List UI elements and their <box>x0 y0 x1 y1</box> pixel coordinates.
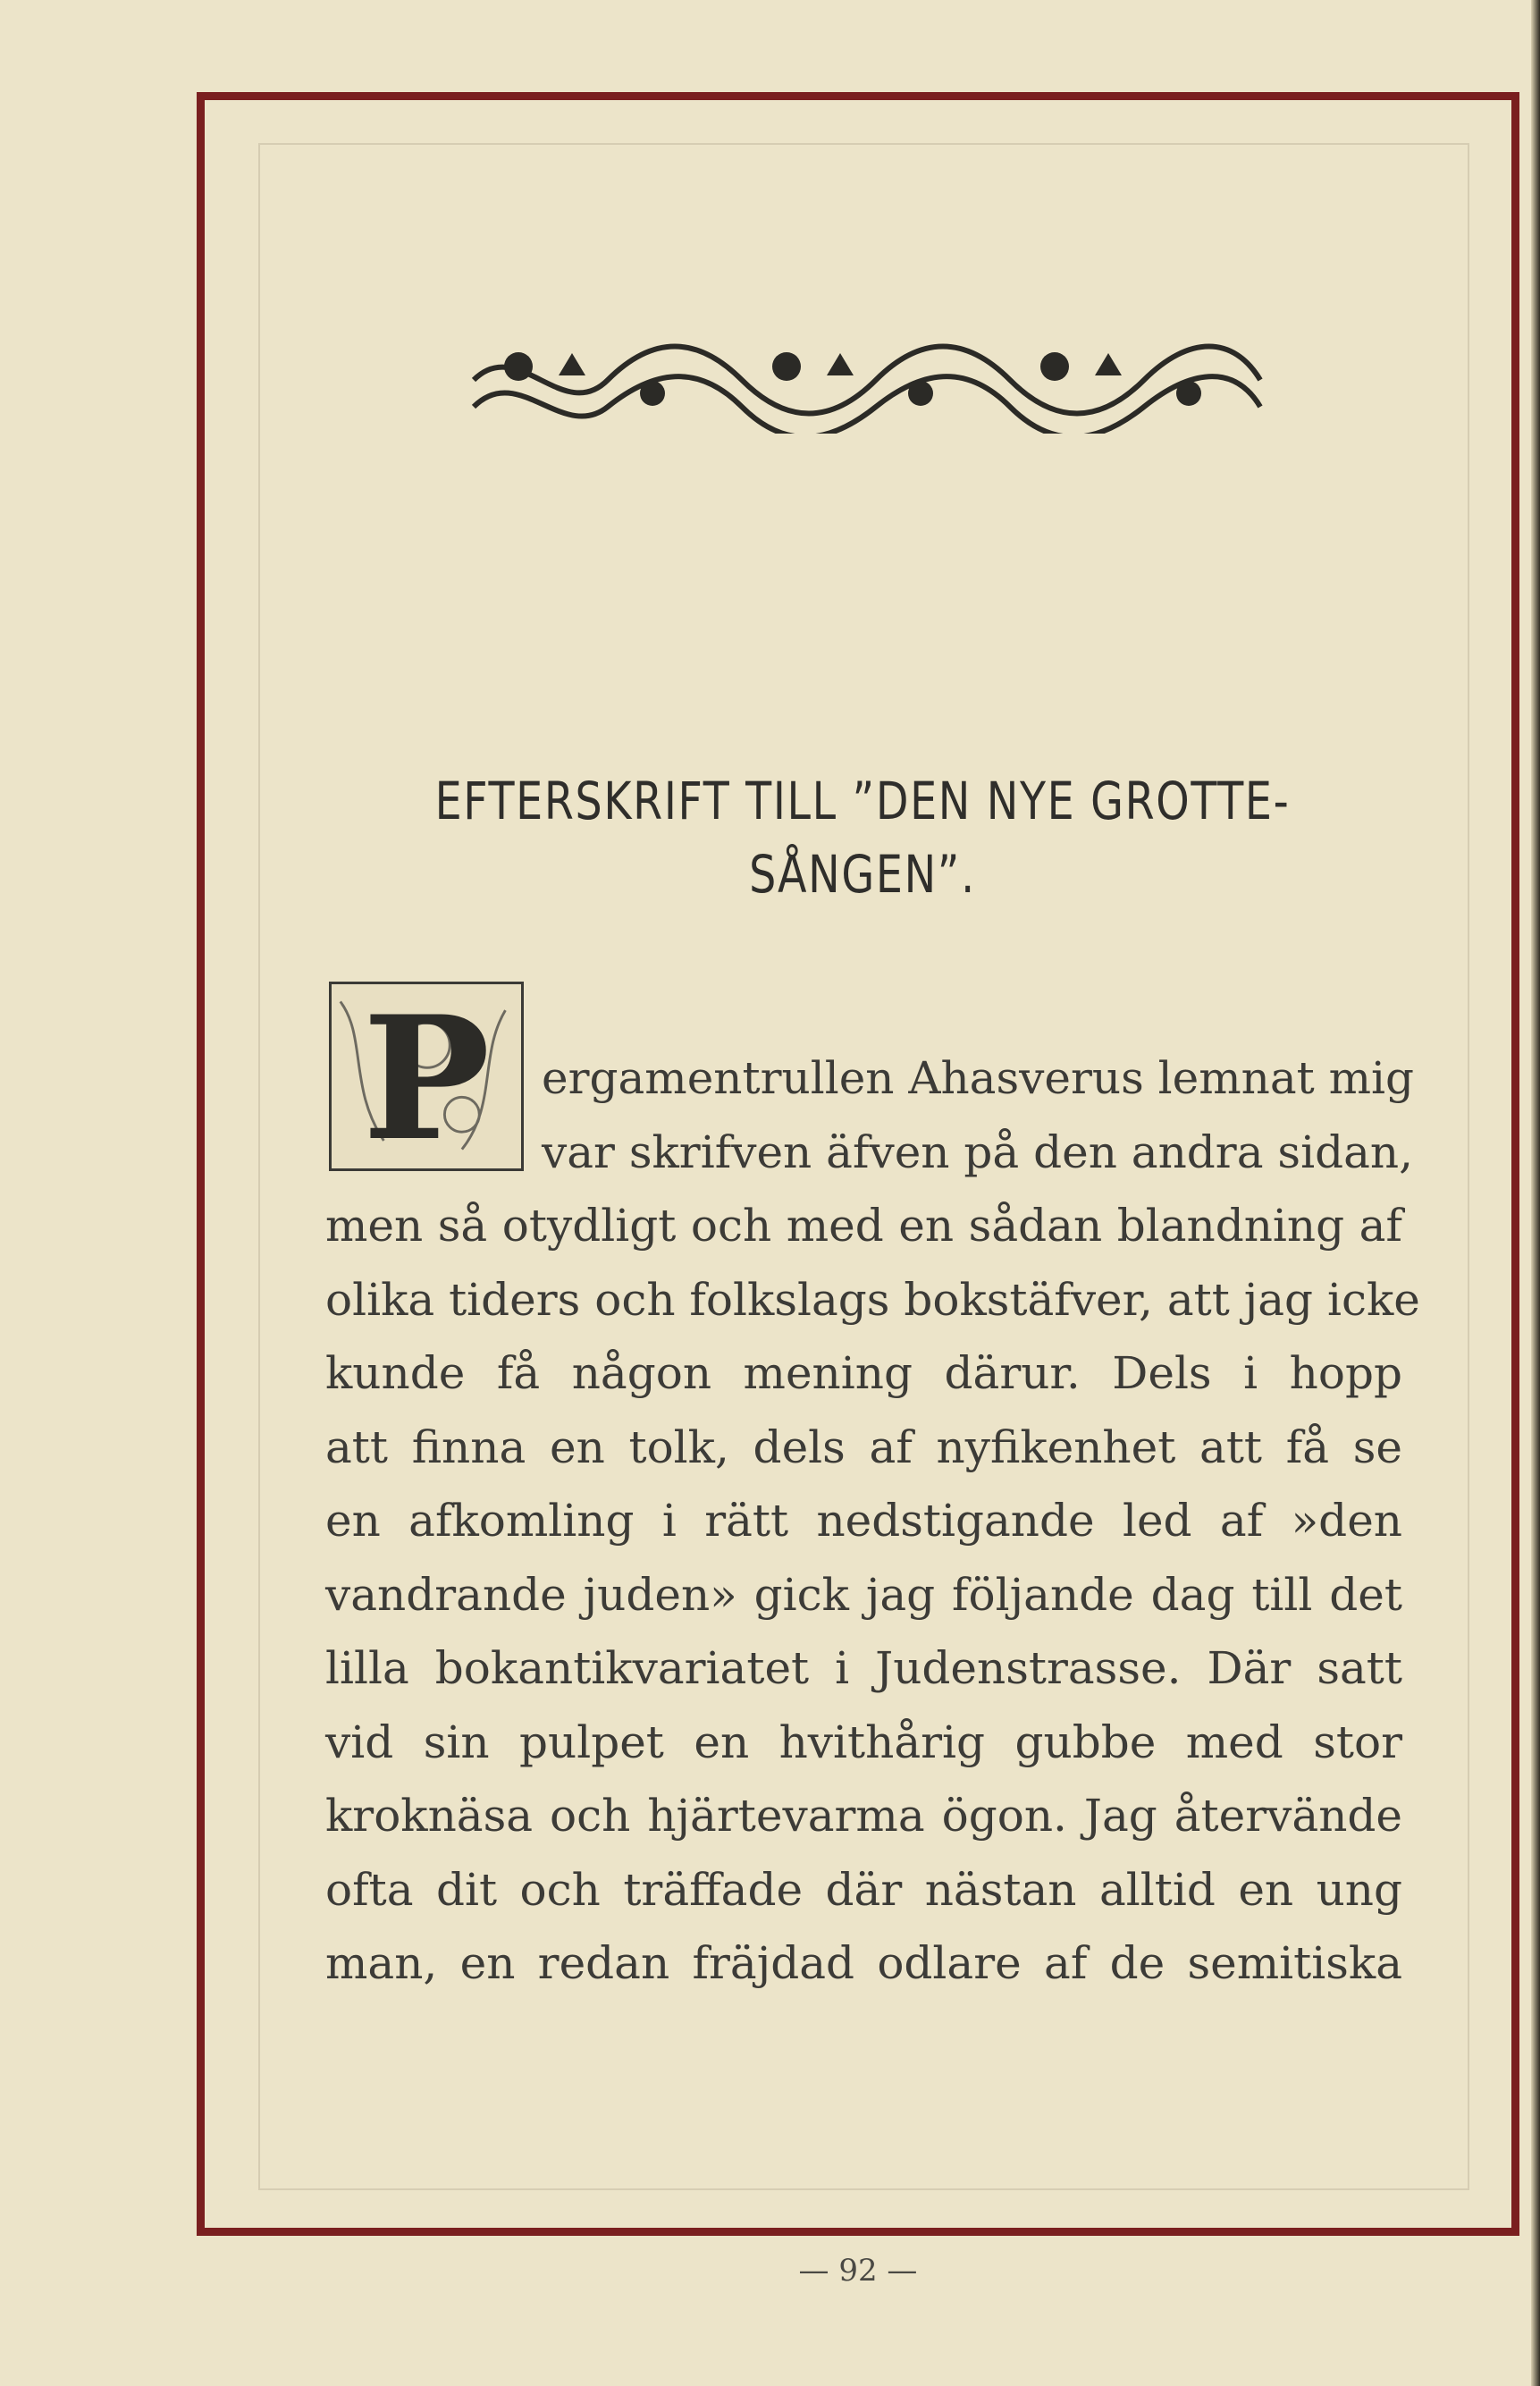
dropcap-letter: P <box>362 979 491 1178</box>
body-line: lilla bokantikvariatet i Judenstrasse. Där satt <box>325 1642 1402 1694</box>
body-line: olika tiders och folkslags bokstäfver, att jag icke <box>325 1273 1420 1326</box>
body-line: att finna en tolk, dels af nyfikenhet att få se <box>325 1421 1402 1473</box>
body-line: ofta dit och träffade där nästan alltid en ung <box>325 1863 1402 1916</box>
book-gutter-shadow <box>1531 0 1540 2386</box>
body-line: en afkomling i rätt nedstigande led af »den <box>325 1495 1402 1547</box>
body-line: var skrifven äfven på den andra sidan, <box>542 1126 1413 1178</box>
floral-vine-ornament <box>465 326 1269 434</box>
body-line: man, en redan fräjdad odlare af de semitiska <box>325 1937 1402 1989</box>
page-number: — 92 — <box>798 2253 918 2289</box>
body-text <box>325 1041 1420 2001</box>
body-line: kroknäsa och hjärtevarma ögon. Jag återvände <box>325 1790 1402 1842</box>
chapter-title <box>397 764 1327 911</box>
body-line: men så otydligt och med en sådan blandning af <box>325 1200 1402 1252</box>
body-line: vid sin pulpet en hvithårig gubbe med stor <box>325 1716 1402 1768</box>
chapter-title-line-1: EFTERSKRIFT TILL ”DEN NYE GROTTE- <box>434 771 1291 831</box>
body-line: kunde få någon mening därur. Dels i hopp <box>325 1347 1402 1399</box>
chapter-title-line-2: SÅNGEN”. <box>749 844 976 905</box>
body-line: ergamentrullen Ahasverus lemnat mig <box>542 1052 1415 1104</box>
body-line: vandrande juden» gick jag följande dag till det <box>325 1568 1402 1621</box>
